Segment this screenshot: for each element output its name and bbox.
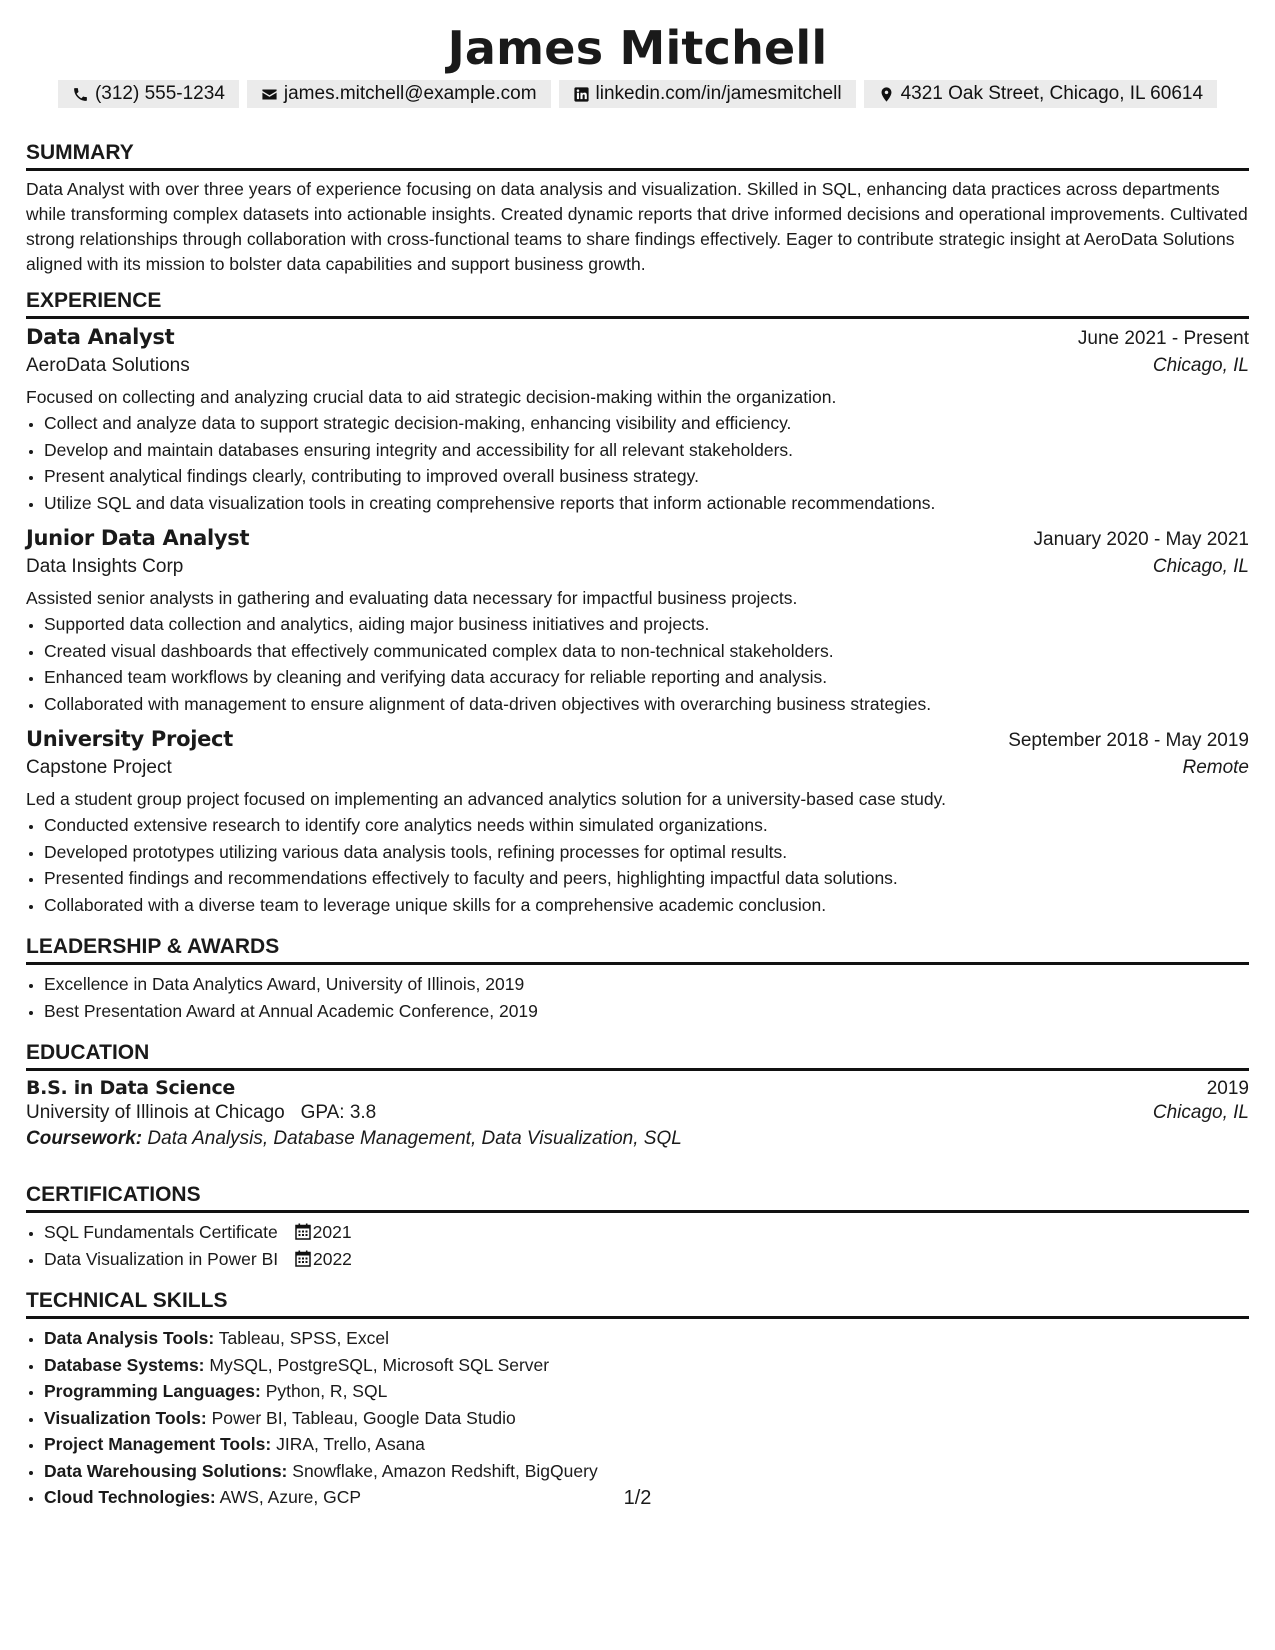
job-dates: June 2021 - Present — [1077, 328, 1249, 349]
job-dates: January 2020 - May 2021 — [1033, 529, 1249, 550]
degree: B.S. in Data Science — [26, 1077, 236, 1099]
section-title: EDUCATION — [26, 1040, 1249, 1071]
skills-section — [26, 1288, 1249, 1511]
resume-page — [26, 0, 1249, 1507]
address-text: 4321 Oak Street, Chicago, IL 60614 — [900, 83, 1204, 104]
job-dates: September 2018 - May 2019 — [1008, 730, 1249, 751]
experience-entry — [26, 727, 1249, 918]
section-title: TECHNICAL SKILLS — [26, 1288, 1249, 1319]
phone-icon — [72, 86, 89, 103]
summary-text: Data Analyst with over three years of experience focusing on data analysis and visualization. Skilled in SQL, enhancing data practices across departments while transforming complex datasets into actionable insights. Created dynamic reports that drive informed decisions and operational improvements. Cultivated strong relationships through collaboration with cross-functional teams to share findings effectively. Eager to contribute strategic insight at AeroData Solutions aligned with its mission to bolster data capabilities and support business growth. — [26, 179, 1248, 274]
cert-year: 2021 — [312, 1222, 352, 1242]
graduation-year: 2019 — [1206, 1078, 1249, 1099]
section-title: EXPERIENCE — [26, 288, 1249, 319]
list-item: • Present analytical findings clearly, contributing to improved overall business strategy. — [44, 463, 1249, 490]
calendar-icon — [295, 1223, 311, 1240]
list-item: • Enhanced team workflows by cleaning and verifying data accuracy for reliable reporting and analysis. — [44, 664, 1249, 691]
list-item: • Excellence in Data Analytics Award, University of Illinois, 2019 — [44, 971, 1249, 998]
company-name: AeroData Solutions — [26, 355, 190, 376]
education-subheader — [26, 1102, 1249, 1124]
entry-header — [26, 325, 1249, 350]
skills-list — [26, 1325, 1249, 1511]
job-summary: Assisted senior analysts in gathering and evaluating data necessary for impactful business projects. — [26, 588, 798, 608]
skill-category: Visualization Tools: — [44, 1407, 207, 1428]
job-bullets — [26, 410, 1249, 516]
school-line — [26, 1102, 376, 1124]
awards-list — [26, 971, 1249, 1024]
envelope-icon — [261, 86, 278, 103]
job-bullets — [26, 611, 1249, 717]
skill-values: Python, R, SQL — [265, 1381, 388, 1401]
entry-subheader — [26, 757, 1249, 779]
school-name: University of Illinois at Chicago — [26, 1102, 285, 1123]
list-item: • Conducted extensive research to identify core analytics needs within simulated organizations. — [44, 812, 1249, 839]
job-location: Chicago, IL — [1152, 556, 1249, 577]
skill-category: Cloud Technologies: — [44, 1487, 216, 1507]
company-name: Capstone Project — [26, 757, 172, 778]
skill-category: Project Management Tools: — [44, 1434, 272, 1454]
contact-bar — [26, 80, 1249, 108]
coursework-list: Data Analysis, Database Management, Data Visualization, SQL — [147, 1128, 682, 1149]
contact-linkedin[interactable] — [559, 80, 856, 108]
gpa: GPA: 3.8 — [300, 1102, 377, 1123]
entry-header — [26, 526, 1249, 551]
phone-text: (312) 555-1234 — [94, 83, 225, 104]
calendar-icon — [295, 1250, 311, 1267]
coursework-label: Coursework: — [26, 1128, 143, 1149]
certifications-list — [26, 1219, 1249, 1272]
list-item — [44, 1219, 1249, 1246]
company-name: Data Insights Corp — [26, 556, 184, 577]
contact-phone[interactable] — [58, 80, 239, 108]
entry-subheader — [26, 355, 1249, 377]
linkedin-icon — [573, 86, 590, 103]
cert-name: SQL Fundamentals Certificate — [44, 1222, 278, 1242]
candidate-name: James Mitchell — [447, 21, 828, 75]
education-header — [26, 1077, 1249, 1100]
certifications-section — [26, 1182, 1249, 1272]
skill-category: Programming Languages: — [44, 1381, 261, 1401]
job-title: Junior Data Analyst — [26, 526, 250, 550]
job-location: Remote — [1182, 757, 1249, 778]
skill-category: Data Warehousing Solutions: — [44, 1460, 288, 1481]
skill-values: Tableau, SPSS, Excel — [218, 1328, 389, 1348]
school-location: Chicago, IL — [1152, 1102, 1249, 1123]
list-item: • Develop and maintain databases ensuring integrity and accessibility for all relevant stakeholders. — [44, 437, 1249, 464]
coursework — [26, 1128, 1249, 1150]
list-item: • Created visual dashboards that effectively communicated complex data to non-technical stakeholders. — [44, 638, 1249, 665]
map-marker-icon — [878, 86, 895, 103]
skill-values: Power BI, Tableau, Google Data Studio — [211, 1407, 516, 1428]
section-title: LEADERSHIP & AWARDS — [26, 934, 1249, 965]
job-title: University Project — [26, 727, 233, 751]
page-indicator: 1/2 — [623, 1487, 652, 1509]
experience-entry — [26, 526, 1249, 717]
cert-name: Data Visualization in Power BI — [44, 1248, 279, 1269]
list-item: • Collaborated with a diverse team to leverage unique skills for a comprehensive academic conclusion. — [44, 892, 1249, 919]
list-item — [44, 1405, 1249, 1432]
list-item: • Presented findings and recommendations effectively to faculty and peers, highlighting impactful data solutions. — [44, 865, 1249, 892]
skill-category: Data Analysis Tools: — [44, 1328, 215, 1348]
linkedin-text: linkedin.com/in/jamesmitchell — [595, 83, 842, 104]
list-item — [44, 1431, 1249, 1458]
leadership-section — [26, 934, 1249, 1024]
skill-values: JIRA, Trello, Asana — [276, 1434, 425, 1454]
list-item — [44, 1378, 1249, 1405]
contact-address — [864, 80, 1217, 108]
skill-category: Database Systems: — [44, 1354, 205, 1375]
education-section — [26, 1040, 1249, 1150]
list-item — [44, 1352, 1249, 1379]
list-item: • Supported data collection and analytics, aiding major business initiatives and projects. — [44, 611, 1249, 638]
list-item — [44, 1246, 1249, 1273]
section-title: SUMMARY — [26, 140, 1249, 171]
email-text: james.mitchell@example.com — [283, 83, 537, 104]
job-summary: Led a student group project focused on implementing an advanced analytics solution for a university-based case study. — [26, 789, 946, 809]
list-item — [44, 1325, 1249, 1352]
entry-subheader — [26, 556, 1249, 578]
list-item: • Utilize SQL and data visualization tools in creating comprehensive reports that inform actionable recommendations. — [44, 490, 1249, 517]
experience-entry — [26, 325, 1249, 516]
job-bullets — [26, 812, 1249, 918]
skill-values: Snowflake, Amazon Redshift, BigQuery — [292, 1460, 598, 1481]
list-item — [44, 1458, 1249, 1485]
skill-values: AWS, Azure, GCP — [219, 1487, 362, 1507]
job-location: Chicago, IL — [1152, 355, 1249, 376]
section-title: CERTIFICATIONS — [26, 1182, 1249, 1213]
contact-email[interactable] — [247, 80, 551, 108]
list-item: • Collaborated with management to ensure alignment of data-driven objectives with overarching business strategies. — [44, 691, 1249, 718]
list-item: • Best Presentation Award at Annual Academic Conference, 2019 — [44, 998, 1249, 1025]
cert-year: 2022 — [312, 1248, 352, 1269]
experience-section — [26, 288, 1249, 918]
list-item: • Collect and analyze data to support strategic decision-making, enhancing visibility and efficiency. — [44, 410, 1249, 437]
job-summary: Focused on collecting and analyzing crucial data to aid strategic decision-making within the organization. — [26, 387, 837, 407]
summary-section — [26, 140, 1249, 277]
entry-header — [26, 727, 1249, 752]
skill-values: MySQL, PostgreSQL, Microsoft SQL Server — [209, 1354, 550, 1375]
list-item: • Developed prototypes utilizing various data analysis tools, refining processes for optimal results. — [44, 839, 1249, 866]
job-title: Data Analyst — [26, 325, 175, 349]
